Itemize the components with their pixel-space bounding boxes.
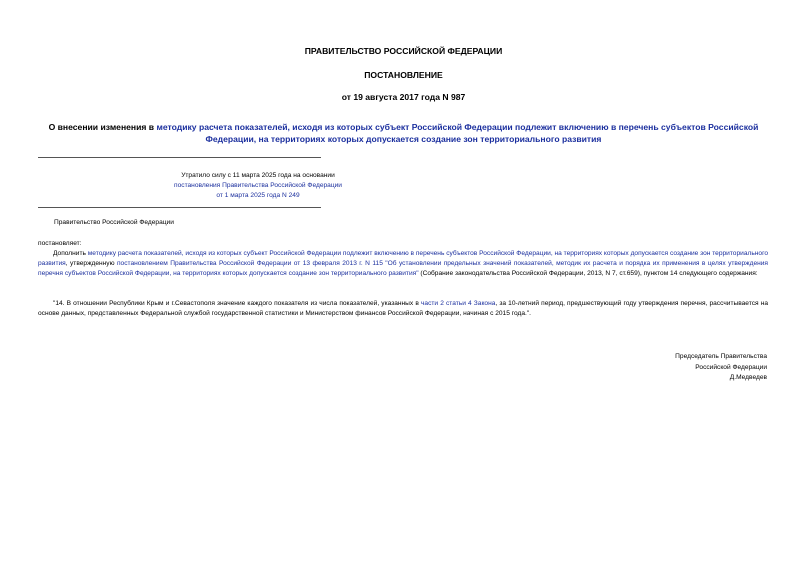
- amendment-paragraph: [38, 249, 768, 279]
- document-type: ПОСТАНОВЛЕНИЕ: [364, 70, 443, 80]
- signature-organization: Российской Федерации: [695, 363, 767, 371]
- document-title: [40, 121, 767, 145]
- decides-line: постановляет:: [38, 240, 82, 247]
- status-note-line: Утратило силу с 11 марта 2025 года на основании: [181, 172, 335, 179]
- title-methodology-link[interactable]: методику расчета показателей, исходя из которых субъект Российской Федерации подлежит включению в перечень субъектов Российской Федерации, на территориях которых допускается создание зон территориального развития: [156, 122, 759, 144]
- signature-name: Д.Медведев: [729, 374, 767, 381]
- amendment-mid: , утвержденную: [65, 260, 117, 267]
- document-date-number: от 19 августа 2017 года N 987: [341, 92, 466, 102]
- status-note: [38, 171, 478, 201]
- law-article-link[interactable]: части 2 статьи 4 Закона: [420, 300, 496, 307]
- divider-bottom: [38, 207, 321, 208]
- signature-block: [675, 352, 767, 384]
- repealing-decree-date-link[interactable]: от 1 марта 2025 года N 249: [216, 192, 300, 199]
- government-line: Правительство Российской Федерации: [54, 219, 174, 226]
- quoted-clause-14: [38, 299, 768, 319]
- methodology-link[interactable]: методику расчета показателей, исходя из которых субъект Российской Федерации подлежит включению в перечень субъектов Российской Федерации, на территориях которых допускается создание зон территориального развития: [38, 250, 769, 267]
- amendment-suffix: (Собрание законодательства Российской Федерации, 2013, N 7, ст.659), пунктом 14 следующего содержания:: [418, 270, 758, 277]
- title-prefix: О внесении изменения в: [48, 122, 157, 132]
- signature-position: Председатель Правительства: [675, 353, 767, 360]
- repealing-decree-link[interactable]: постановления Правительства Российской Федерации: [174, 182, 342, 189]
- divider-top: [38, 157, 321, 158]
- clause-prefix: "14. В отношении Республики Крым и г.Севастополя значение каждого показателя из числа показателей, указанных в: [53, 300, 421, 307]
- clause-suffix: , за 10-летний период, предшествующий году утверждения перечня, рассчитывается на основе данных, представленных Федеральной службой государственной статистики и Министерством финансов Российской Федерации, начиная с 2015 года.".: [38, 300, 768, 317]
- decree-115-link[interactable]: постановлением Правительства Российской Федерации от 13 февраля 2013 г. N 115 "Об установлении предельных значений показателей, методик их расчета и порядка их применения в целях утверждения перечня субъектов Российской Федерации, на территориях которых допускается создание зон территориального развития": [38, 260, 769, 277]
- amendment-prefix: Дополнить: [53, 250, 88, 257]
- issuing-authority: ПРАВИТЕЛЬСТВО РОССИЙСКОЙ ФЕДЕРАЦИИ: [304, 46, 503, 56]
